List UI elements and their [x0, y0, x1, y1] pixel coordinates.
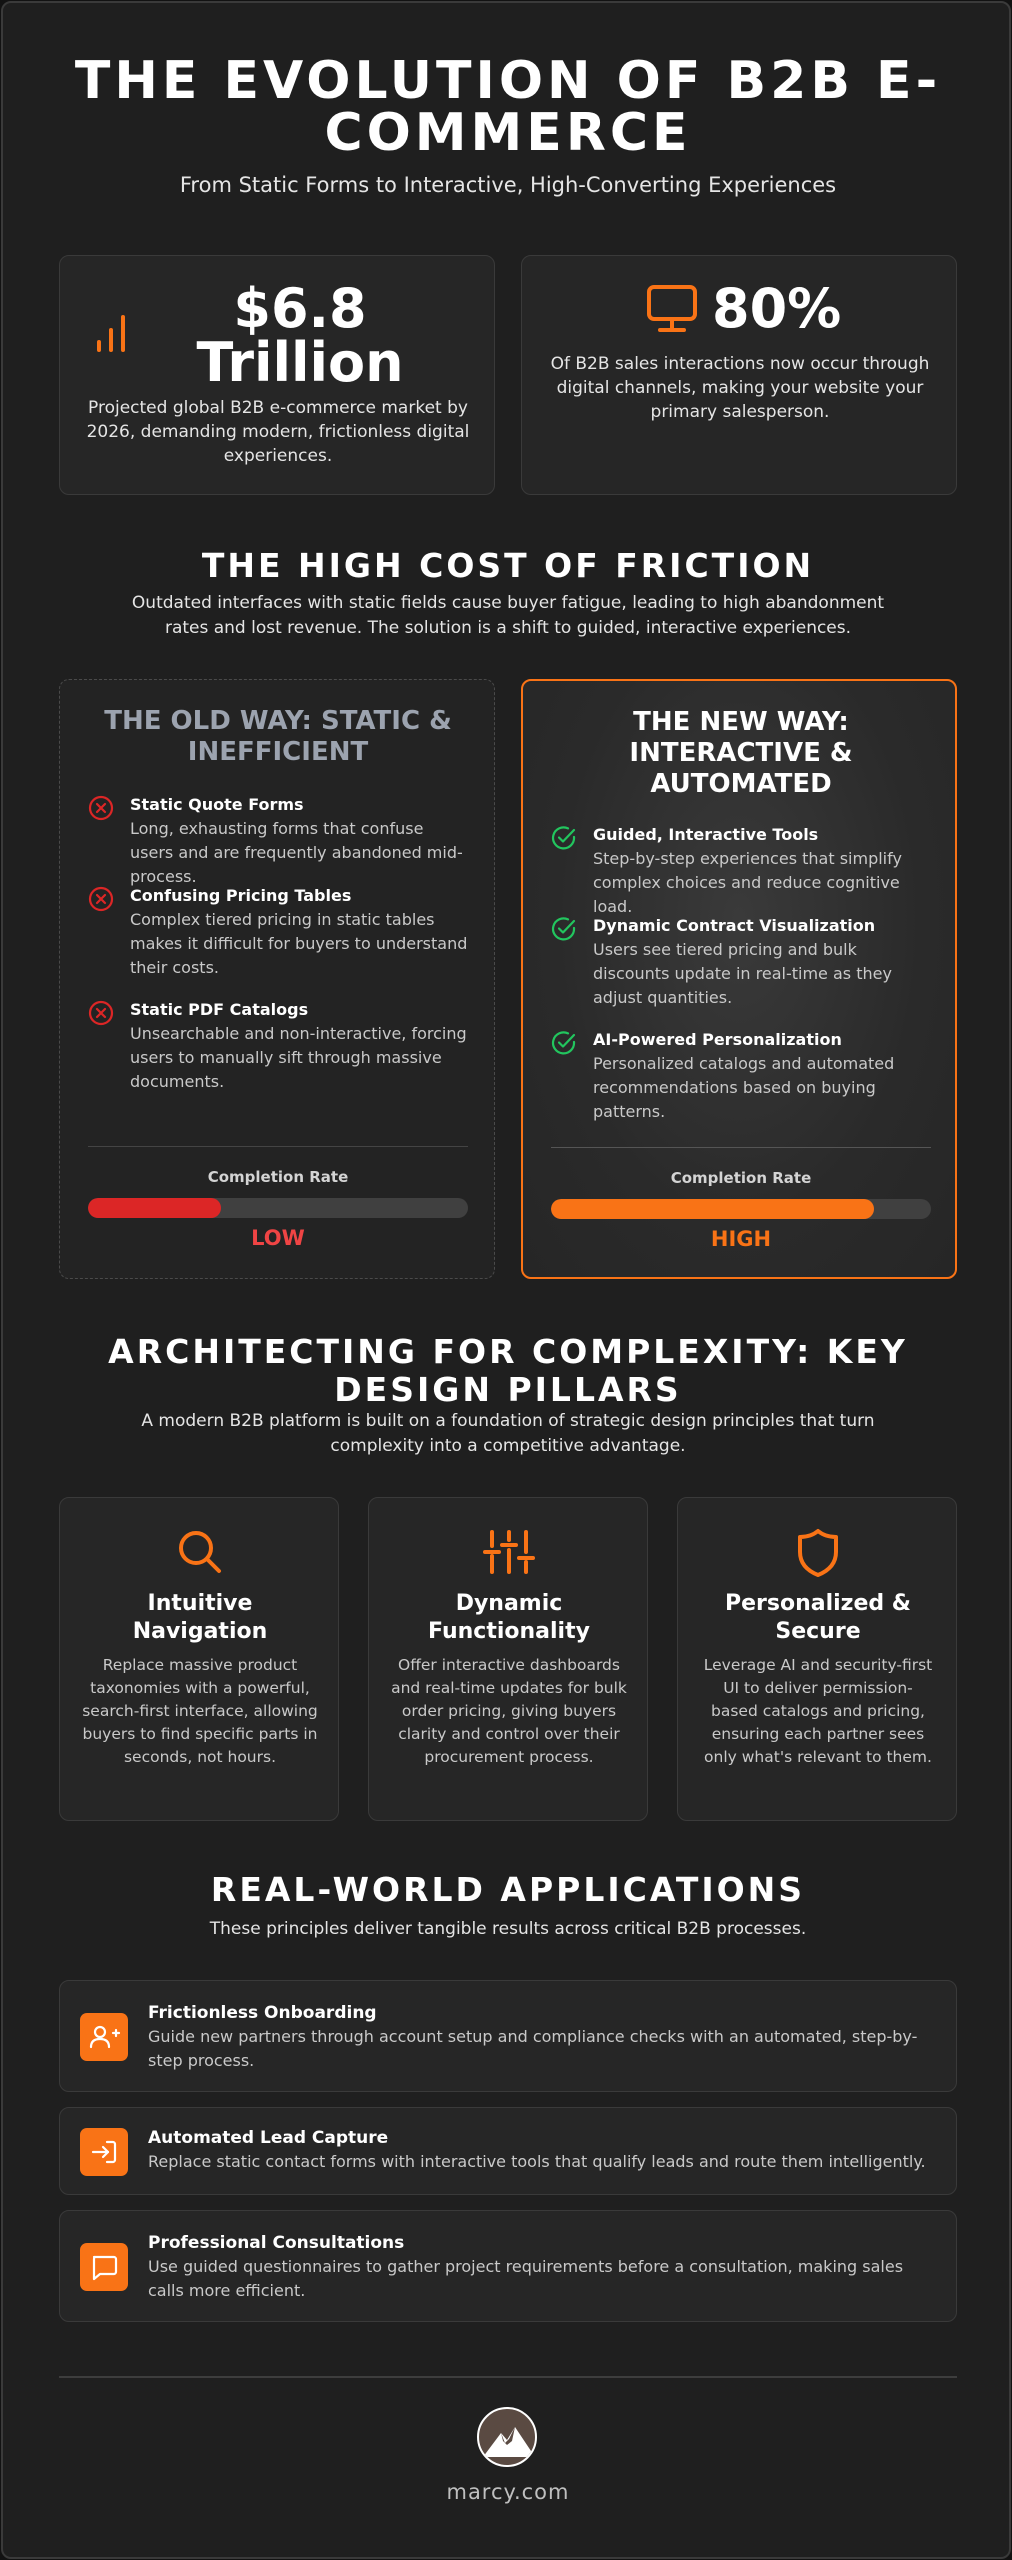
- pillar-title: Dynamic Functionality: [428, 1591, 590, 1644]
- pillar-card: [677, 1497, 957, 1821]
- section-description-applications: These principles deliver tangible results across critical B2B processes.: [209, 1919, 807, 1939]
- application-description: Guide new partners through account setup and compliance checks with an automated, step-by-step process.: [148, 2027, 918, 2070]
- stat-card-market: [59, 255, 495, 495]
- old-way-item-title: Confusing Pricing Tables: [130, 886, 352, 905]
- completion-rate-fill: [88, 1198, 221, 1218]
- pillar-title: Intuitive Navigation: [132, 1591, 268, 1644]
- old-way-item-description: Complex tiered pricing in static tables makes it difficult for buyers to understand their costs.: [130, 910, 468, 977]
- new-way-item: [551, 825, 941, 916]
- section-title-pillars: ARCHITECTING FOR COMPLEXITY: KEY DESIGN PILLARS: [108, 1332, 908, 1409]
- stat-description: Of B2B sales interactions now occur through digital channels, making your website your primary salesperson.: [550, 354, 930, 422]
- application-card: [59, 2107, 957, 2195]
- user-plus-icon: [80, 2013, 128, 2061]
- new-way-item-description: Personalized catalogs and automated recommendations based on buying patterns.: [593, 1054, 895, 1121]
- old-way-title: THE OLD WAY: STATIC & INEFFICIENT: [104, 706, 452, 767]
- old-way-item: [88, 795, 478, 886]
- new-way-item-description: Step-by-step experiences that simplify complex choices and reduce cognitive load.: [593, 849, 902, 916]
- stat-value: $6.8 Trillion: [196, 277, 404, 394]
- pillar-description: Replace massive product taxonomies with a powerful, search-first interface, allowing buyers to find specific parts in seconds, not hours.: [82, 1656, 318, 1766]
- signal-bars-icon: [94, 312, 128, 356]
- section-title-friction: THE HIGH COST OF FRICTION: [201, 546, 815, 585]
- page-subtitle: From Static Forms to Interactive, High-Converting Experiences: [179, 173, 837, 197]
- footer-divider: [59, 2376, 957, 2378]
- completion-rate-value: LOW: [251, 1226, 305, 1250]
- section-title-applications: REAL-WORLD APPLICATIONS: [210, 1870, 806, 1909]
- section-description-pillars: A modern B2B platform is built on a foundation of strategic design principles that turn complexity into a competitive advantage.: [141, 1411, 875, 1456]
- stat-description: Projected global B2B e-commerce market by 2026, demanding modern, frictionless digital experiences.: [86, 398, 470, 466]
- search-icon: [176, 1528, 224, 1576]
- x-circle-icon: [88, 1000, 114, 1026]
- new-way-title: THE NEW WAY: INTERACTIVE & AUTOMATED: [629, 707, 853, 799]
- pillar-description: Leverage AI and security-first UI to deliver permission-based catalogs and pricing, ensuring each partner sees only what's relevant to them.: [703, 1656, 933, 1766]
- x-circle-icon: [88, 886, 114, 912]
- old-way-item-title: Static PDF Catalogs: [130, 1000, 309, 1019]
- shield-icon: [796, 1528, 840, 1578]
- pillar-card: [59, 1497, 339, 1821]
- divider: [551, 1147, 931, 1148]
- mountain-logo-icon[interactable]: [477, 2407, 537, 2467]
- divider: [88, 1146, 468, 1147]
- check-circle-icon: [551, 1030, 577, 1056]
- check-circle-icon: [551, 825, 577, 851]
- application-description: Replace static contact forms with interactive tools that qualify leads and route them intelligently.: [148, 2152, 926, 2171]
- page-title: THE EVOLUTION OF B2B E-COMMERCE: [74, 51, 942, 163]
- completion-rate-label: Completion Rate: [670, 1169, 812, 1187]
- completion-rate-label: Completion Rate: [207, 1168, 349, 1186]
- stat-card-digital: [521, 255, 957, 495]
- pillar-title: Personalized & Secure: [724, 1591, 911, 1644]
- pillar-description: Offer interactive dashboards and real-time updates for bulk order pricing, giving buyers clarity and control over their procurement process.: [391, 1656, 627, 1766]
- completion-rate-fill: [551, 1199, 874, 1219]
- application-title: Frictionless Onboarding: [148, 2003, 377, 2023]
- application-card: [59, 2210, 957, 2322]
- completion-rate-bar: [551, 1199, 931, 1219]
- sliders-icon: [483, 1528, 535, 1576]
- message-icon: [80, 2243, 128, 2291]
- application-card: [59, 1980, 957, 2092]
- infographic-frame: [1, 1, 1011, 2559]
- new-way-card: [521, 679, 957, 1279]
- new-way-item: [551, 916, 941, 1016]
- new-way-item-description: Users see tiered pricing and bulk discounts update in real-time as they adjust quantities.: [593, 940, 892, 1007]
- old-way-item-description: Long, exhausting forms that confuse users and are frequently abandoned mid-process.: [130, 819, 463, 886]
- log-in-icon: [80, 2128, 128, 2176]
- completion-rate-value: HIGH: [710, 1227, 772, 1251]
- old-way-item-description: Unsearchable and non-interactive, forcing users to manually sift through massive documents.: [130, 1024, 467, 1091]
- pillar-card: [368, 1497, 648, 1821]
- application-description: Use guided questionnaires to gather project requirements before a consultation, making sales calls more efficient.: [148, 2257, 904, 2300]
- x-circle-icon: [88, 795, 114, 821]
- old-way-card: [59, 679, 495, 1279]
- monitor-icon: [646, 284, 698, 334]
- old-way-item-title: Static Quote Forms: [130, 795, 304, 814]
- completion-rate-bar: [88, 1198, 468, 1218]
- section-description-friction: Outdated interfaces with static fields cause buyer fatigue, leading to high abandonment rates and lost revenue. The solution is a shift to guided, interactive experiences.: [131, 593, 885, 638]
- footer-site-link[interactable]: marcy.com: [446, 2480, 570, 2504]
- new-way-item: [551, 1030, 941, 1130]
- check-circle-icon: [551, 916, 577, 942]
- old-way-item: [88, 1000, 478, 1100]
- new-way-item-title: AI-Powered Personalization: [593, 1030, 842, 1049]
- old-way-item: [88, 886, 478, 986]
- new-way-item-title: Guided, Interactive Tools: [593, 825, 819, 844]
- application-title: Automated Lead Capture: [148, 2128, 389, 2148]
- application-title: Professional Consultations: [148, 2233, 405, 2253]
- new-way-item-title: Dynamic Contract Visualization: [593, 916, 876, 935]
- stat-value: 80%: [712, 277, 842, 340]
